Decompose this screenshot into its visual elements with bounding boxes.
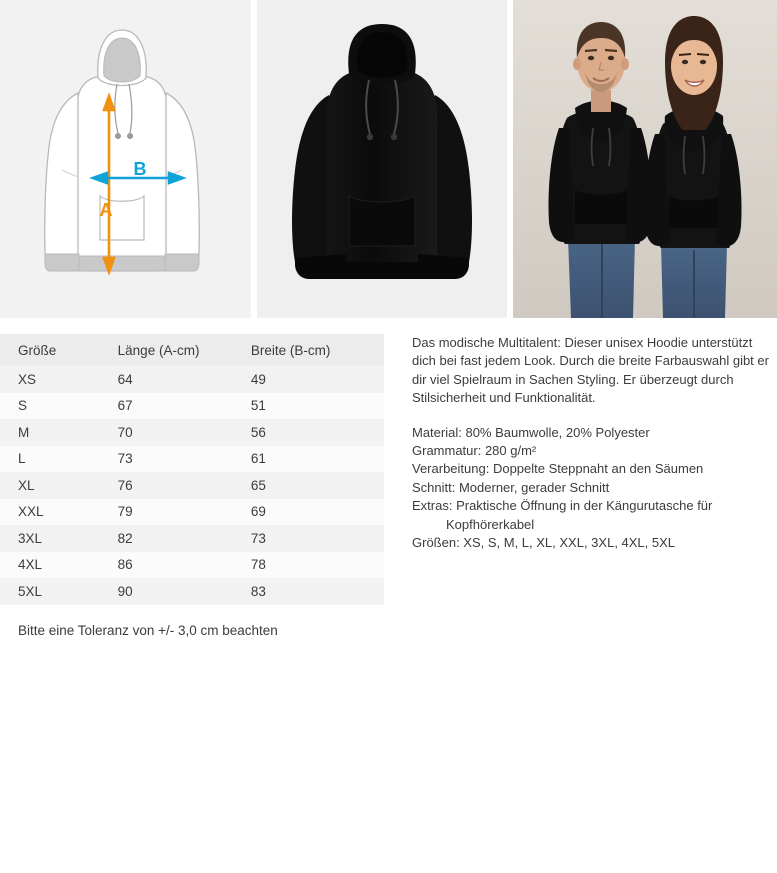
table-row: [0, 419, 384, 446]
size-table-column: [0, 334, 384, 638]
cell-size: XS: [18, 371, 37, 387]
column-header-length: Länge (A-cm): [118, 334, 251, 366]
paragraph-spacer: [412, 408, 777, 424]
measure-b-label: B: [133, 159, 147, 179]
spec-grammatur: Grammatur: 280 g/m²: [412, 443, 537, 459]
spec-extras-continued: Kopfhörerkabel: [446, 516, 535, 532]
cell-size: M: [18, 424, 30, 440]
cell-length: 82: [117, 530, 133, 546]
product-photo-panel: [257, 0, 507, 318]
cell-width: 83: [250, 583, 266, 599]
technical-drawing-image: [0, 0, 251, 318]
cell-length: 67: [117, 398, 133, 414]
details-section: [0, 334, 777, 638]
table-row: [0, 525, 384, 552]
cell-length: 90: [117, 583, 133, 599]
spec-groessen: Größen: XS, S, M, L, XL, XXL, 3XL, 4XL, 5XL: [412, 535, 676, 551]
column-header-width: Breite (B-cm): [251, 334, 384, 366]
measure-a-label: A: [99, 200, 113, 220]
table-row: [0, 472, 384, 499]
cell-width: 69: [250, 504, 266, 520]
cell-length: 70: [117, 424, 133, 440]
cell-length: 73: [117, 451, 133, 467]
spec-verarbeitung: Verarbeitung: Doppelte Steppnaht an den Säumen: [412, 461, 704, 477]
cell-size: 4XL: [18, 557, 43, 573]
cell-size: 5XL: [18, 583, 43, 599]
cell-size: XL: [18, 477, 35, 493]
table-row: [0, 393, 384, 420]
cell-size: XXL: [18, 504, 44, 520]
spec-schnitt: Schnitt: Moderner, gerader Schnitt: [412, 479, 610, 495]
cell-length: 76: [117, 477, 133, 493]
size-table: [0, 334, 384, 605]
table-header-row: [0, 334, 384, 366]
tolerance-note: Bitte eine Toleranz von +/- 3,0 cm beachten: [18, 622, 278, 638]
cell-width: 65: [250, 477, 266, 493]
image-panels: [0, 0, 777, 318]
description-column: [384, 334, 777, 638]
spec-extras: Extras: Praktische Öffnung in der Kängurutasche für: [412, 498, 713, 514]
spec-material: Material: 80% Baumwolle, 20% Polyester: [412, 424, 650, 440]
cell-width: 78: [250, 557, 266, 573]
cell-width: 73: [250, 530, 266, 546]
column-header-size: Größe: [0, 334, 118, 366]
model-photo-image: [513, 0, 777, 318]
cell-size: S: [18, 398, 28, 414]
cell-size: L: [18, 451, 26, 467]
cell-width: 51: [250, 398, 266, 414]
cell-length: 86: [117, 557, 133, 573]
table-row: [0, 578, 384, 605]
table-row: [0, 366, 384, 393]
table-row: [0, 446, 384, 473]
cell-size: 3XL: [18, 530, 43, 546]
model-photo-panel: [513, 0, 777, 318]
cell-length: 64: [117, 371, 133, 387]
table-row: [0, 552, 384, 579]
cell-width: 61: [250, 451, 266, 467]
cell-width: 49: [250, 371, 266, 387]
table-row: [0, 499, 384, 526]
description-intro: Das modische Multitalent: Dieser unisex Hoodie unterstützt dich bei fast jedem Look. Durch die breite Farbauswahl gibt er dir viel Spielraum in Sachen Styling. Er überzeugt durch Stilsicherheit und Funktionalität.: [412, 335, 769, 406]
technical-drawing-panel: [0, 0, 251, 318]
cell-width: 56: [250, 424, 266, 440]
cell-length: 79: [117, 504, 133, 520]
product-photo-image: [257, 0, 507, 318]
